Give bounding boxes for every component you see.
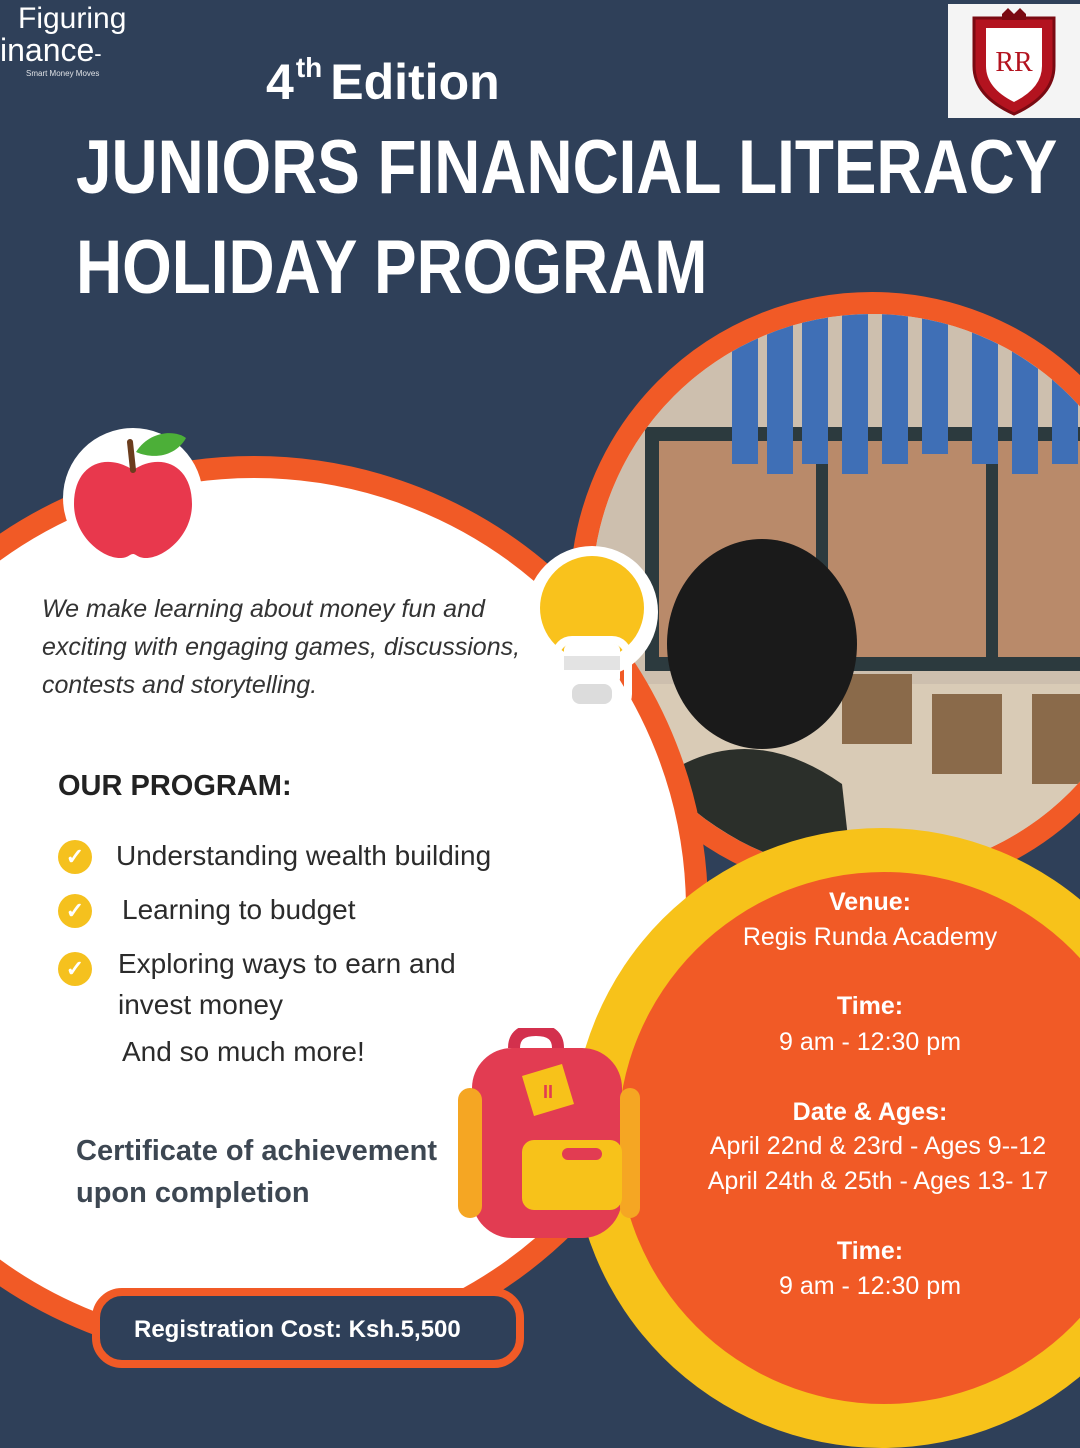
dates-label: Date & Ages:	[792, 1098, 948, 1126]
venue-label: Venue:	[829, 888, 911, 916]
title-line2: HOLIDAY PROGRAM	[76, 225, 708, 310]
certificate-line1: Certificate of achievement	[76, 1135, 438, 1167]
program-item: Understanding wealth building	[116, 840, 492, 871]
svg-text:RR: RR	[995, 47, 1033, 78]
registration-cost: Registration Cost: Ksh.5,500	[134, 1316, 461, 1343]
time-value: 9 am - 12:30 pm	[778, 1028, 962, 1056]
lightbulb-icon	[522, 544, 662, 724]
program-item: Exploring ways to earn and	[118, 948, 456, 979]
svg-text:II: II	[542, 1082, 554, 1102]
brand-line1: Figuring	[18, 2, 127, 35]
time-label: Time:	[836, 992, 904, 1020]
program-more: And so much more!	[122, 1036, 365, 1067]
certificate-line2: upon completion	[76, 1177, 310, 1209]
page-title	[76, 118, 1058, 318]
apple-icon	[58, 418, 208, 568]
program-item-continued: invest money	[118, 989, 283, 1020]
time2-value: 9 am - 12:30 pm	[778, 1272, 962, 1300]
crest-icon	[948, 4, 1080, 118]
brand-tagline: Smart Money Moves	[26, 69, 100, 78]
certificate-note	[76, 1130, 496, 1214]
backpack-icon	[452, 1028, 642, 1248]
brand-line2: inance-	[0, 32, 102, 68]
check-icon: ✓	[58, 840, 92, 874]
program-description: We make learning about money fun and exciting with engaging games, discussions, contests and storytelling.	[42, 595, 521, 699]
edition-label: 4th Edition	[266, 52, 500, 110]
dates-line1: April 22nd & 23rd - Ages 9--12	[709, 1132, 1047, 1160]
crest-logo	[948, 4, 1080, 118]
dates-line2: April 24th & 25th - Ages 13- 17	[707, 1167, 1049, 1195]
time2-label: Time:	[836, 1237, 904, 1265]
check-icon: ✓	[58, 894, 92, 928]
check-icon: ✓	[58, 952, 92, 986]
program-item: Learning to budget	[122, 894, 356, 925]
title-line1: JUNIORS FINANCIAL LITERACY	[76, 125, 1058, 210]
program-heading: OUR PROGRAM:	[58, 770, 292, 802]
venue-value: Regis Runda Academy	[742, 923, 998, 951]
